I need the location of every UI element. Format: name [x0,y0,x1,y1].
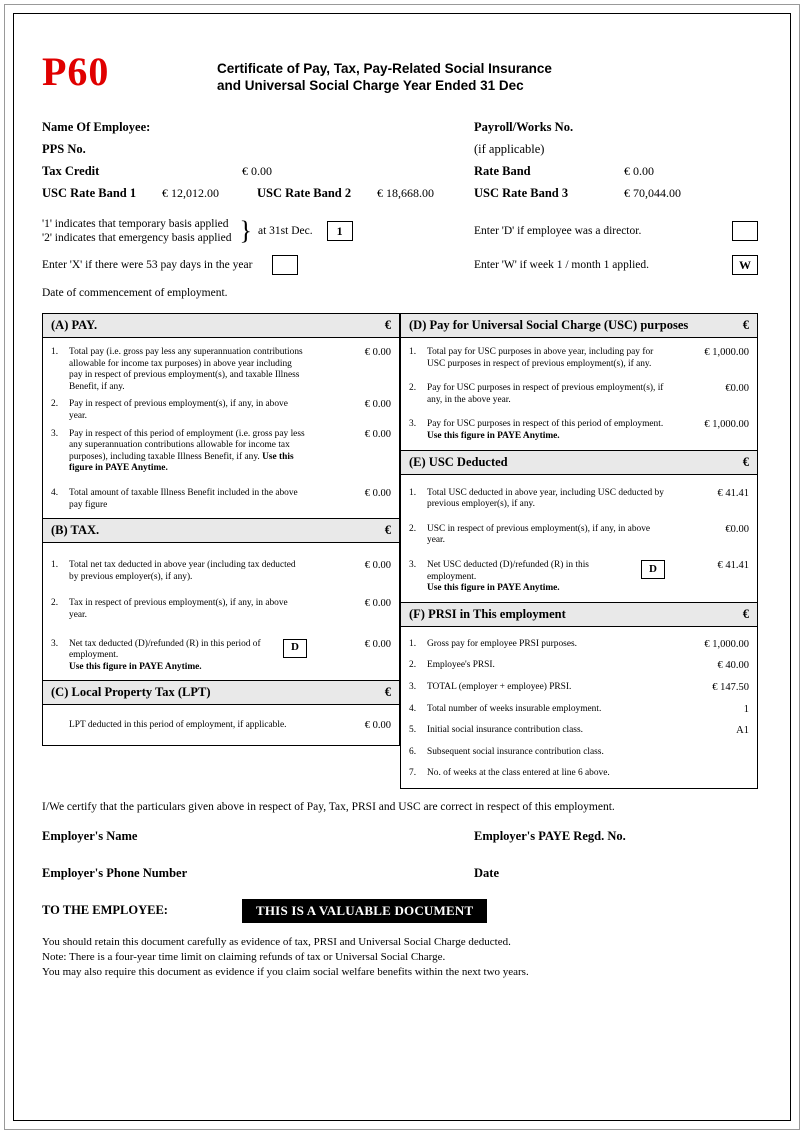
director-indicator-field[interactable] [732,221,758,241]
item-text-main: Net USC deducted (D)/refunded (R) in this employment. [427,559,589,582]
item-number: 3. [409,419,417,430]
indicator-row-basis [42,217,758,245]
item-text: LPT deducted in this period of employment, if applicable. [69,720,287,731]
section-b-header [43,519,399,543]
item-amount: € 0.00 [364,720,391,732]
item-amount: € 0.00 [364,347,391,358]
basis-labels [42,217,231,245]
section-c-currency: € [384,685,391,700]
temp-basis-label: '1' indicates that temporary basis applied [42,218,229,230]
section-b-title: (B) TAX. [51,523,100,538]
item-amount: € 0.00 [364,638,391,650]
section-a-title: (A) PAY. [51,318,98,332]
list-item [401,678,757,700]
section-e-usc-deducted [400,450,758,602]
section-c-title: (C) Local Property Tax (LPT) [51,685,211,700]
list-item [43,478,399,514]
page-title [217,38,552,94]
list-item [401,409,757,445]
list-item [43,625,399,677]
employer-paye-label: Employer's PAYE Regd. No. [474,828,626,843]
note-retain: You should retain this document carefully as evidence of tax, PRSI and Universal Social Charge deducted. [42,935,511,948]
item-text-main: Net tax deducted (D)/refunded (R) in this period of employment. [69,638,261,661]
item-amount: € 1,000.00 [704,347,749,358]
list-item [43,586,399,624]
right-column [400,313,758,789]
section-f-title: (F) PRSI in This employment [409,606,566,621]
item-text: USC in respect of previous employment(s), if any, in above year. [427,523,651,546]
item-box-cell [277,639,313,658]
section-d-currency: € [742,318,749,332]
days53-indicator-field[interactable] [272,255,298,275]
item-number: 1. [51,560,59,571]
item-amount: € 1,000.00 [704,638,749,650]
item-text: Total net tax deducted in above year (including tax deducted by previous employer(s), if any). [69,560,296,582]
payroll-number-label: Payroll/Works No. [474,120,574,134]
usc-rate-band3-label: USC Rate Band 3 [474,186,569,200]
item-text-emphasis: Use this figure in PAYE Anytime. [69,661,202,672]
net-tax-indicator-field[interactable]: D [283,639,307,658]
section-b-body [43,543,399,680]
item-amount: € 0.00 [364,560,391,572]
section-a-pay [42,313,400,518]
list-item [401,635,757,657]
item-text: No. of weeks at the class entered at line 6 above. [427,768,610,779]
sections-grid [42,313,758,789]
item-text: Subsequent social insurance contribution class. [427,746,604,757]
week1-indicator-field[interactable]: W [732,255,758,275]
list-item [401,700,757,722]
item-number: 2. [409,523,417,534]
section-c-lpt [42,680,400,746]
list-item [43,557,399,586]
item-text-emphasis: Use this figure in PAYE Anytime. [427,430,560,441]
section-d-usc-pay [400,313,758,450]
usc-rate-band2-value: € 18,668.00 [377,186,434,200]
list-item [43,426,399,478]
section-b-tax [42,518,400,680]
valuable-document-row [42,899,758,923]
identity-row-credit [42,164,758,179]
list-item [43,717,399,735]
item-number: 7. [409,768,417,779]
section-d-body [401,338,757,450]
item-text: Total amount of taxable Illness Benefit included in the above pay figure [69,487,298,510]
director-label: Enter 'D' if employee was a director. [474,225,642,237]
identity-row-usc-bands [42,186,758,201]
item-text: Total number of weeks insurable employment. [427,703,602,714]
item-amount: A1 [736,725,749,737]
item-text: Tax in respect of previous employment(s), if any, in above year. [69,598,288,620]
employer-name-row [42,829,758,844]
item-text [427,419,671,442]
item-number: 3. [409,559,417,570]
document-header [42,38,758,94]
item-text: Total pay (i.e. gross pay less any superannuation contributions allowable for income tax purposes) in above year including pay in respect of previous employment(s), and taxable Illness Benefit, if any. [69,347,303,392]
item-amount: € 0.00 [364,487,391,499]
item-text-main: Pay for USC purposes in respect of this period of employment. [427,419,664,430]
basis-indicator-field[interactable]: 1 [327,221,353,241]
list-item [43,396,399,425]
employee-notes [42,935,758,980]
item-text: Employee's PRSI. [427,660,495,671]
item-number: 1. [51,347,59,357]
brace-icon: } [239,216,252,245]
usc-rate-band2-label: USC Rate Band 2 [257,186,352,200]
section-e-title: (E) USC Deducted [409,454,508,469]
section-e-header [401,451,757,475]
list-item [401,764,757,784]
item-amount: € 40.00 [717,660,749,672]
item-amount: €0.00 [725,383,749,395]
section-a-header [43,314,399,338]
page-title-line1: Certificate of Pay, Tax, Pay-Related Social Insurance [217,61,552,76]
list-item [401,485,757,514]
item-number: 3. [409,681,417,692]
section-d-header [401,314,757,338]
item-number: 3. [51,428,59,439]
item-number: 2. [409,660,417,671]
section-f-currency: € [742,606,749,621]
list-item [401,550,757,598]
item-number: 2. [51,598,59,609]
indicator-row-53days [42,255,758,275]
section-e-body [401,475,757,602]
item-amount: € 0.00 [364,428,391,440]
item-amount: €0.00 [725,523,749,535]
section-b-currency: € [384,523,391,538]
section-a-body [43,338,399,518]
list-item [401,656,757,678]
item-text: Initial social insurance contribution class. [427,725,583,736]
week1-label: Enter 'W' if week 1 / month 1 applied. [474,259,649,271]
date-label: Date [474,865,499,880]
employee-name-label: Name Of Employee: [42,120,151,134]
pps-number-label: PPS No. [42,142,86,156]
item-box-cell [635,560,671,579]
usc-rate-band1-value: € 12,012.00 [162,186,219,200]
item-amount: € 147.50 [712,681,749,693]
item-text [69,429,313,475]
section-d-title: (D) Pay for Universal Social Charge (USC) purposes [409,318,689,332]
usc-rate-band1-label: USC Rate Band 1 [42,186,137,200]
item-text [427,560,635,595]
note-welfare: You may also require this document as evidence if you claim social welfare benefits within the next two years. [42,965,529,978]
net-usc-indicator-field[interactable]: D [641,560,665,579]
item-text-emphasis: Use this figure in PAYE Anytime. [69,451,294,474]
item-number: 3. [51,638,59,649]
item-number: 5. [409,725,417,736]
commencement-date-label: Date of commencement of employment. [42,287,228,299]
item-text [69,639,277,674]
employer-name-label: Employer's Name [42,828,138,843]
p60-logo: P60 [42,49,110,94]
page-outer-frame [4,4,800,1130]
section-c-body [43,705,399,745]
item-text: Total pay for USC purposes in above year, including pay for USC purposes in respect of previous employment(s), if any. [427,347,654,369]
note-time-limit: Note: There is a four-year time limit on claiming refunds of tax or Universal Social Charge. [42,950,446,963]
employer-phone-label: Employer's Phone Number [42,865,188,880]
list-item [401,373,757,409]
valuable-document-banner: THIS IS A VALUABLE DOCUMENT [242,899,487,923]
item-number: 4. [51,487,59,498]
at-31st-dec-label: at 31st Dec. [257,225,313,237]
payroll-number-sublabel: (if applicable) [474,142,545,156]
item-amount: € 0.00 [364,399,391,411]
tax-credit-label: Tax Credit [42,164,100,178]
indicator-block [42,217,758,299]
usc-rate-band3-value: € 70,044.00 [624,186,681,200]
item-text: Pay in respect of previous employment(s), if any, in above year. [69,399,288,421]
certification-text: I/We certify that the particulars given above in respect of Pay, Tax, PRSI and USC are correct in respect of this employment. [42,800,615,813]
section-f-prsi [400,602,758,789]
list-item [401,514,757,550]
emergency-basis-label: '2' indicates that emergency basis applied [42,232,232,244]
list-item [43,344,399,396]
to-employee-label: TO THE EMPLOYEE: [42,903,168,918]
item-number: 2. [51,399,59,410]
days53-label: Enter 'X' if there were 53 pay days in the year [42,259,253,271]
rate-band-value: € 0.00 [624,164,654,178]
item-text: Pay for USC purposes in respect of previous employment(s), if any, in the above year. [427,383,664,405]
section-e-currency: € [742,454,749,469]
item-number: 1. [409,638,417,649]
employer-phone-row [42,866,758,881]
item-amount: 1 [743,703,749,715]
section-a-currency: € [384,318,391,332]
indicator-row-commencement [42,287,758,299]
item-number: 2. [409,383,417,394]
item-amount: € 1,000.00 [704,419,749,431]
section-c-header [43,681,399,705]
section-f-body [401,627,757,788]
page-title-line2: and Universal Social Charge Year Ended 31 Dec [217,78,524,93]
identity-row-name [42,120,758,135]
item-number: 6. [409,746,417,757]
tax-credit-value: € 0.00 [242,164,272,178]
identity-block [42,120,758,201]
section-f-header [401,603,757,627]
list-item [401,344,757,373]
rate-band-label: Rate Band [474,164,531,178]
item-number: 1. [409,347,417,357]
list-item [401,743,757,765]
item-amount: € 0.00 [364,598,391,610]
p60-document [13,13,791,1121]
item-text-main: Pay in respect of this period of employment (i.e. gross pay less any superannuation contributions allowable for income tax purposes), including taxable Illness Benefit, if any. [69,428,305,462]
item-text: Gross pay for employee PRSI purposes. [427,638,577,649]
left-column [42,313,400,746]
item-text: TOTAL (employer + employee) PRSI. [427,681,572,692]
item-amount: € 41.41 [717,559,749,571]
item-number: 1. [409,487,417,498]
identity-row-pps [42,142,758,157]
item-text: Total USC deducted in above year, including USC deducted by previous employer(s), if any. [427,487,664,510]
item-number: 4. [409,703,417,714]
item-amount: € 41.41 [717,487,749,499]
list-item [401,721,757,743]
item-text-emphasis: Use this figure in PAYE Anytime. [427,583,560,594]
